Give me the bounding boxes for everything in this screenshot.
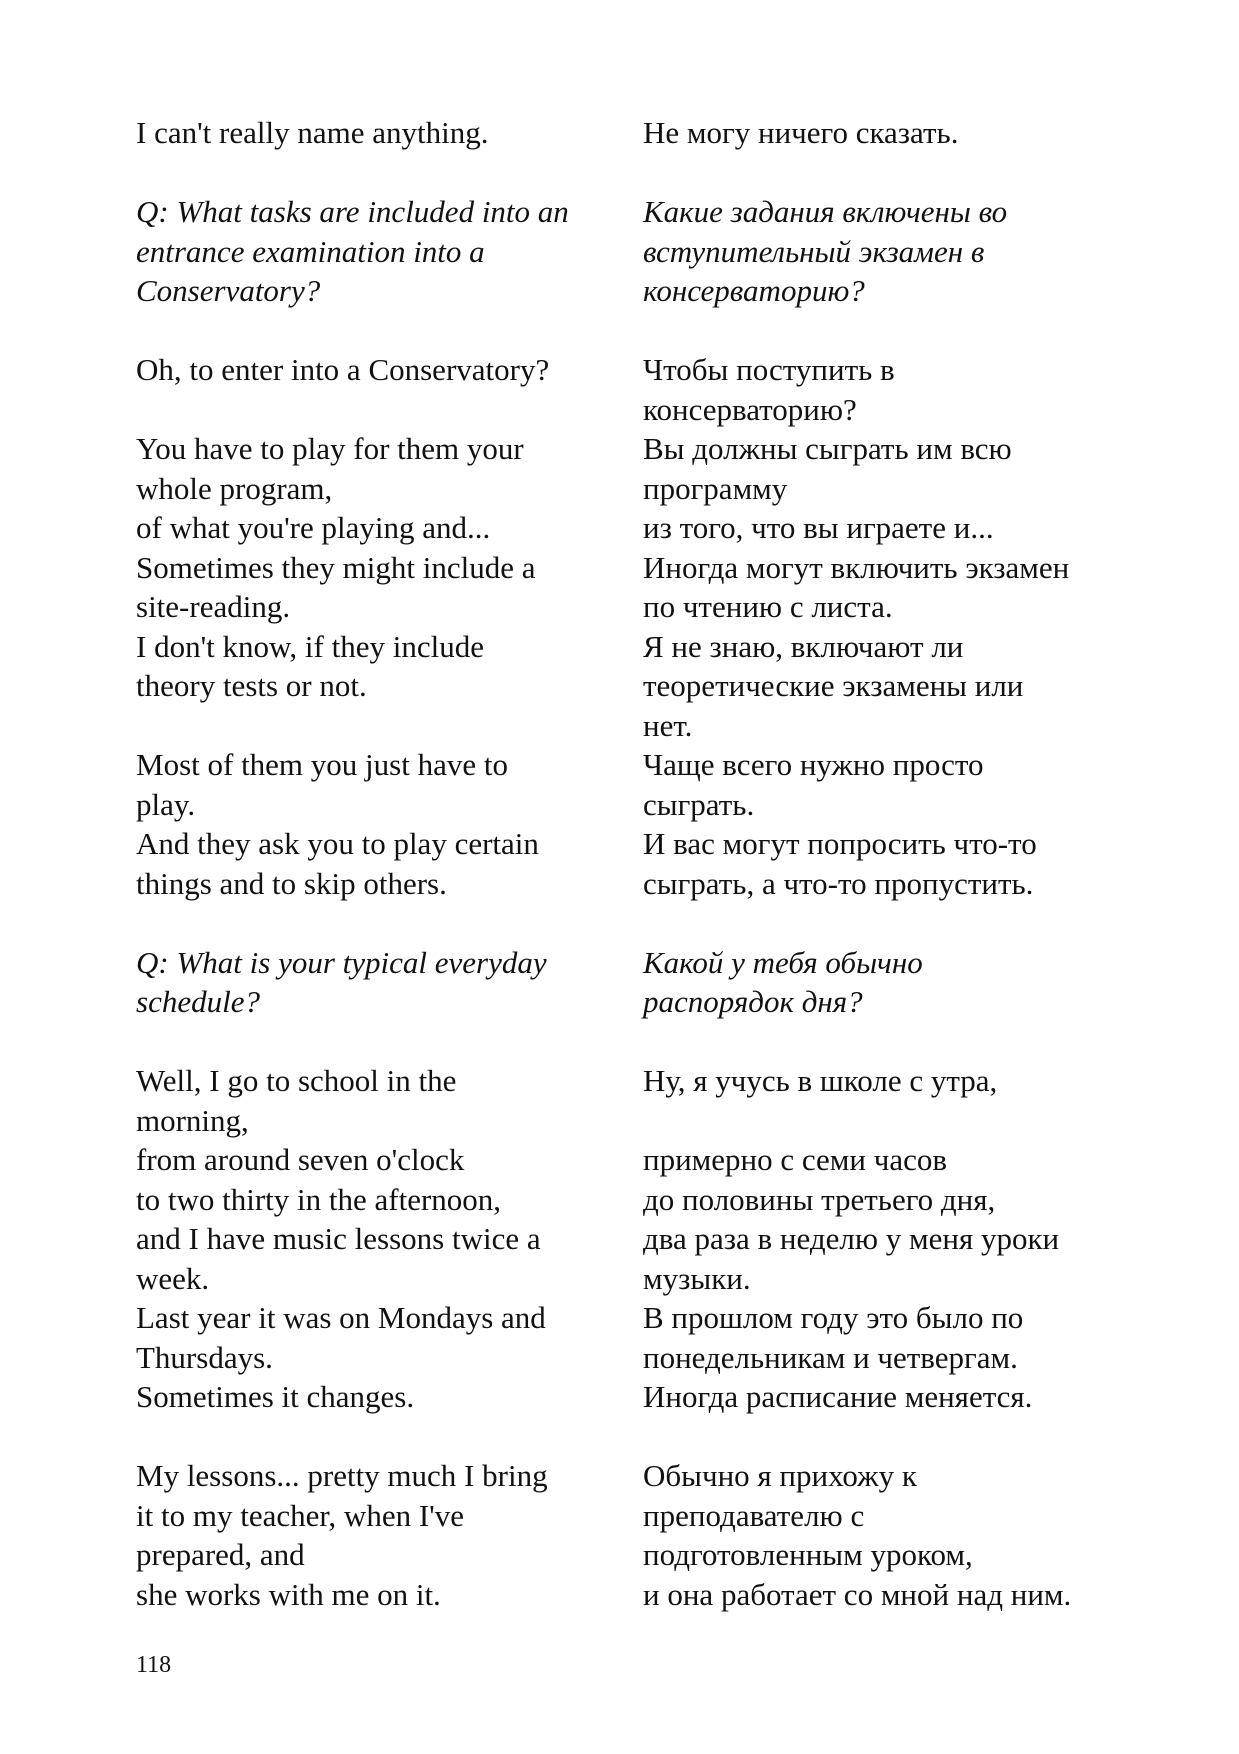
english-text-line: And they ask you to play certain [136,826,539,861]
russian-text-line: понедельникам и четвергам. [643,1339,1018,1375]
russian-text-line: Обычно я прихожу к [643,1458,917,1493]
russian-text-line: примерно с семи часов [643,1142,948,1177]
russian-question-line: вступительный экзамен в [643,233,985,269]
russian-text-line: и она работает со мной над ним. [643,1576,1072,1612]
english-text-line: theory tests or not. [136,668,367,703]
russian-question-line: Какие задания включены во [643,194,1008,229]
russian-text-line: по чтению с листа. [643,589,893,624]
russian-text-line: И вас могут попросить что-то [643,826,1037,861]
russian-text-line: из того, что вы играете и... [643,510,994,545]
english-text-line: and I have music lessons twice a [136,1221,541,1256]
russian-text-line: Я не знаю, включают ли [643,628,964,664]
english-question-line: entrance examination into a [136,233,485,269]
english-text-line: morning, [136,1102,249,1138]
paragraph-gap [136,706,606,746]
english-text-line: play. [136,786,196,822]
russian-text-line: сыграть. [643,786,755,822]
russian-question-line: распорядок дня? [643,984,863,1019]
english-column [136,113,606,1614]
english-text-line: it to my teacher, when I've [136,1497,464,1533]
english-text-line: things and to skip others. [136,865,447,901]
english-text-line: prepared, and [136,1537,305,1572]
english-text-line: Most of them you just have to [136,747,508,782]
russian-text-line: до половины третьего дня, [643,1181,996,1217]
russian-text-line: теоретические экзамены или [643,668,1024,703]
paragraph-gap [136,311,606,351]
english-text-line: of what you're playing and... [136,510,491,545]
english-text-line: to two thirty in the afternoon, [136,1181,502,1217]
russian-text-line: преподавателю с [643,1497,865,1533]
paragraph-gap [136,153,606,193]
paragraph-gap [643,311,1133,351]
english-question-line: schedule? [136,984,260,1019]
english-question-line: Q: What tasks are included into an [136,194,569,229]
russian-question-line: Какой у тебя обычно [643,944,923,980]
paragraph-gap [643,1417,1133,1457]
russian-text-line: подготовленным уроком, [643,1537,973,1572]
english-text-line: site-reading. [136,589,291,624]
english-text-line: Well, I go to school in the [136,1063,457,1098]
english-text-line: Sometimes they might include a [136,549,536,585]
russian-text-line: два раза в неделю у меня уроки [643,1221,1060,1256]
russian-text-line: Чтобы поступить в [643,352,895,387]
english-text-line: My lessons... pretty much I bring [136,1458,548,1493]
english-text-line: I don't know, if they include [136,628,484,664]
english-text-line: whole program, [136,470,333,506]
english-text-line: week. [136,1260,210,1296]
paragraph-gap [643,903,1133,943]
english-text-line: Last year it was on Mondays and [136,1300,546,1335]
english-question-line: Q: What is your typical everyday [136,944,547,980]
paragraph-gap [136,1022,606,1062]
russian-text-line: Чаще всего нужно просто [643,747,984,782]
russian-column [643,113,1133,1614]
russian-text-line: нет. [643,707,693,743]
english-text-line: You have to play for them your [136,431,524,466]
russian-text-line: Иногда могут включить экзамен [643,549,1070,585]
english-text-line: she works with me on it. [136,1576,441,1612]
russian-text-line: консерваторию? [643,391,857,427]
russian-text-line: программу [643,470,788,506]
english-text-line: from around seven o'clock [136,1142,465,1177]
english-text-line: I can't really name anything. [136,115,489,150]
russian-question-line: консерваторию? [643,273,865,308]
russian-text-line: Не могу ничего сказать. [643,115,959,150]
russian-text-line: музыки. [643,1260,751,1296]
english-question-line: Conservatory? [136,273,321,308]
russian-text-line: В прошлом году это было по [643,1300,1024,1335]
russian-text-line: Ну, я учусь в школе с утра, [643,1063,998,1098]
russian-text-line: Вы должны сыграть им всю [643,431,1012,466]
english-text-line: Sometimes it changes. [136,1379,415,1414]
paragraph-gap [136,903,606,943]
russian-text-line: сыграть, а что-то пропустить. [643,865,1034,901]
english-text-line: Thursdays. [136,1339,273,1375]
paragraph-gap [643,153,1133,193]
paragraph-gap [643,1101,1133,1141]
paragraph-gap [136,390,606,430]
page-number: 118 [136,1652,172,1678]
russian-text-line: Иногда расписание меняется. [643,1379,1033,1414]
english-text-line: Oh, to enter into a Conservatory? [136,352,550,387]
paragraph-gap [136,1417,606,1457]
paragraph-gap [643,1022,1133,1062]
